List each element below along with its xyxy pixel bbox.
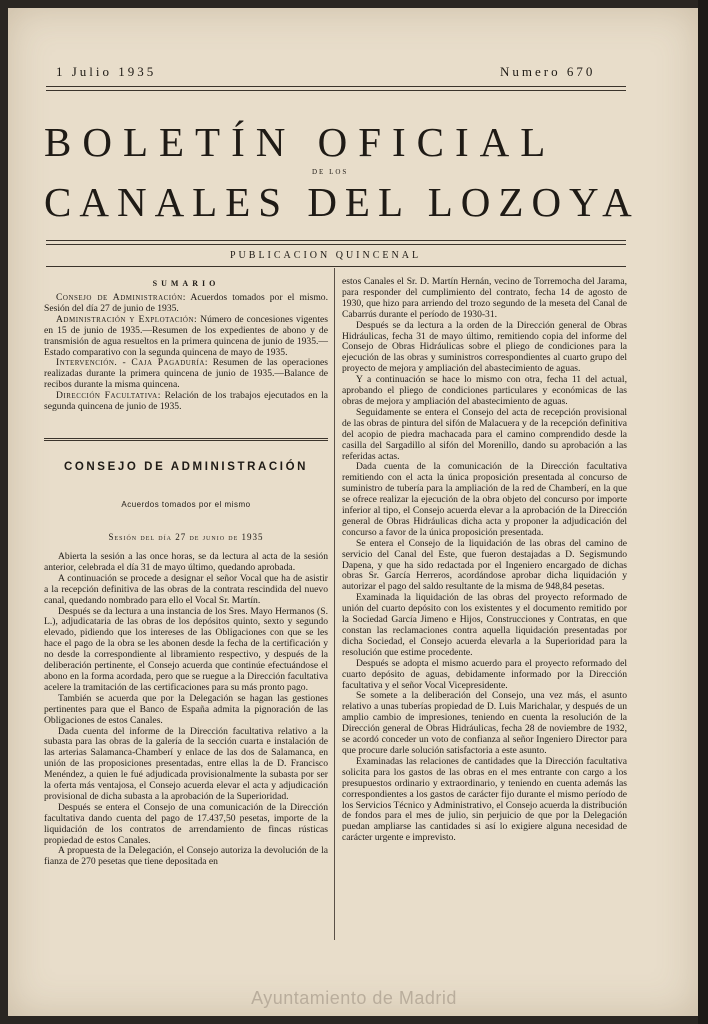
masthead-rule	[46, 240, 626, 241]
section-subheading: Acuerdos tomados por el mismo	[121, 500, 251, 509]
paragraph: A propuesta de la Delegación, el Consejo autoriza la devolución de la fianza de 270 pesetas que tiene depositada en	[44, 845, 328, 868]
paragraph: Examinada la liquidación de las obras del proyecto reformado de unión del cuarto depósito con los existentes y el documento remitido por la Sociedad García Jimeno e Hijos, Construcciones y Contratas, en que constan las reclamaciones contra aquella liquidación presentadas por dicha Sociedad, el Consejo acuerda elevarla a la Superioridad para la resolución que estime procedente.	[342, 592, 627, 658]
sumario-item	[44, 391, 328, 413]
sumario-item	[44, 293, 328, 315]
paragraph: Después se entera el Consejo de una comunicación de la Dirección facultativa dando cuenta del pago de 17.437,50 pesetas, importe de la liquidación de los contratos de arrendamiento de fincas rústicas propiedad de estos Canales.	[44, 801, 328, 846]
publication-frequency: PUBLICACION QUINCENAL	[230, 250, 422, 261]
sumario-item-label: Administración y Explotación:	[56, 313, 198, 325]
sumario-item-text: Resumen de las operaciones realizadas durante la primera quincena de junio de 1935.—Balance de recibos durante la misma quincena.	[44, 357, 328, 391]
paragraph: También se acuerda que por la Delegación se hagan las gestiones pertinentes para que el Banco de España admita la pignoración de las Obligaciones de estos Canales.	[44, 692, 328, 726]
section-double-rule	[44, 438, 328, 441]
paragraph: Dada cuenta de la comunicación de la Dirección facultativa remitiendo con el acta la única proposición presentada al concurso de suministro de tubería para la ampliación de la red de Chamberí, en la que se ofrece realizar la ejecución de la obra objeto del concurso por importe inferior al tipo, el Consejo acuerda elevar a la aprobación de la Dirección general de Obras Hidráulicas dicha acta y proponer la adjudicación del concurso a favor de la única proposición presentada.	[342, 461, 627, 538]
sumario-item-label: Consejo de Administración:	[56, 292, 186, 303]
masthead-connector: DE LOS	[312, 168, 349, 176]
right-column-body	[342, 277, 627, 844]
sumario-item-text: Relación de los trabajos ejecutados en la segunda quincena de junio de 1935.	[44, 390, 328, 413]
sumario-item	[44, 315, 328, 359]
sumario-item	[44, 358, 328, 391]
subtitle-rule	[46, 266, 626, 267]
left-column-body	[44, 552, 328, 868]
session-date: Sesión del día 27 de junio de 1935	[108, 532, 264, 542]
paragraph: Después se adopta el mismo acuerdo para el proyecto reformado del cuarto depósito de aguas, debidamente informado por la Dirección facultativa y el señor Vocal Vicepresidente.	[342, 657, 627, 691]
paragraph: A continuación se procede a designar el señor Vocal que ha de asistir a la recepción definitiva de las obras de la contrata rescindida del nuevo canal, quedando nombrado para ello el Vocal Sr. Martín.	[44, 572, 328, 606]
paragraph: Seguidamente se entera el Consejo del acta de recepción provisional de las obras de pintura del sifón de Malacuera y de la recepción definitiva del acopio de piedra machacada para el camino comprendido desde la casilla del Sargadillo al sifón del Morenillo, dando su aprobación a las referidas actas.	[342, 406, 627, 462]
paragraph: Se somete a la deliberación del Consejo, una vez más, el asunto relativo a unas tuberías propiedad de D. Luis Marichalar, y después de un amplio cambio de impresiones, teniendo en cuenta la resolución de la Dirección general de Obras Hidráulicas, fecha 28 de noviembre de 1932, se acordó conceder un voto de confianza al señor Ingeniero Director para que procure darle solución satisfactoria a este asunto.	[342, 690, 627, 756]
sumario-title: SUMARIO	[152, 279, 220, 288]
sumario-list	[44, 293, 328, 413]
scan-right-border	[698, 0, 708, 1024]
masthead-line-1: BOLETÍN OFICIAL	[44, 119, 557, 165]
masthead-rule-thin	[46, 244, 626, 245]
issue-date: 1 Julio 1935	[56, 64, 157, 79]
sumario-item-text: Acuerdos tomados por el mismo. Sesión del día 27 de junio de 1935.	[44, 292, 328, 314]
paragraph: Y a continuación se hace lo mismo con otra, fecha 11 del actual, aprobando el pliego de condiciones particulares y económicas de las obras de mejora y ampliación del abastecimiento de aguas.	[342, 374, 627, 407]
sumario-item-text: Número de concesiones vigentes en 15 de junio de 1935.—Resumen de los expedientes de abono y de transmisión de agua resueltos en la primera quincena de junio de 1935.—Estado comparativo con la segunda quincena de mayo de 1935.	[44, 313, 328, 358]
paragraph: Dada cuenta del informe de la Dirección facultativa relativo a la subasta para las obras de la galería de la sección cuarta e instalación de las arterias Salamanca-Chamberí y enlace de las dos de Salamanca, en unión de las proposiciones presentadas, entre ellas la de D. Francisco Menéndez, a quien le fué adjudicada provisionalmente la subasta por ser la oferta más ventajosa, el Consejo acuerda elevar el acta y adjudicación provisional de dicha subasta a la aprobación de la Superioridad.	[44, 725, 328, 802]
paragraph: Después se da lectura a una instancia de los Sres. Mayo Hermanos (S. L.), adjudicataria de las obras de los depósitos quinto, sexto y segundo elevado, pidiendo que los intereses de las Obligaciones con que se les hace el pago de la obra se les abonen desde la fecha de la certificación y no desde la correspondiente al libramiento respectivo, y después de la deliberación pertinente, el Consejo acuerda que continúe efectuándose el abono en la forma acordada, pero que se ruegue a la Dirección facultativa acelere la tramitación de las certificaciones para su más pronto pago.	[44, 605, 328, 693]
scan-top-border	[0, 0, 708, 8]
archive-watermark: Ayuntamiento de Madrid	[251, 988, 457, 1008]
paragraph: Se entera el Consejo de la liquidación de las obras del camino de servicio del Canal del Este, que fueron destajadas a D. Segismundo Dapena, y que ha sido redactada por el Ingeniero encargado de dichas obras Sr. García Herreros, acordándose aprobar dicha liquidación y autorizar el pago del saldo resultante de la misma de 948,84 pesetas.	[342, 537, 627, 593]
paragraph: Abierta la sesión a las once horas, se da lectura al acta de la sesión anterior, celebrada el día 31 de mayo último, quedando aprobada.	[44, 551, 328, 573]
paragraph: Después se da lectura a la orden de la Dirección general de Obras Hidráulicas, fecha 31 de mayo último, remitiendo copia del informe del Consejo de Obras Hidráulicas sobre el pliego de condiciones para la ejecución de las obras y suministros correspondientes al cuarto grupo del proyecto de mejora y ampliación del abastecimiento de aguas.	[342, 319, 627, 375]
masthead-line-2: CANALES DEL LOZOYA	[44, 179, 640, 225]
header-rule-top-thin	[46, 90, 626, 91]
issue-number: Numero 670	[500, 64, 596, 79]
paragraph: Examinadas las relaciones de cantidades que la Dirección facultativa solicita para los gastos de las obras en el mes entrante con cargo a los presupuestos ordinario y extraordinario, y teniendo en cuenta además las correspondientes a los gastos de carácter fijo durante el mismo período de los Servicios Técnico y Administrativo, el Consejo acuerda la distribución de fondos para el mes de julio, sin perjuicio de que por la Delegación puedan ampliarse las cantidades si así lo exigiere alguna necesidad de carácter urgente e imprevisto.	[342, 755, 627, 844]
sumario-item-label: Intervención. - Caja Pagaduría:	[56, 357, 209, 369]
section-heading: CONSEJO DE ADMINISTRACIÓN	[63, 461, 309, 473]
column-divider	[334, 268, 335, 940]
sumario-item-label: Dirección Facultativa:	[56, 390, 161, 402]
header-rule-top	[46, 86, 626, 87]
paragraph: estos Canales el Sr. D. Martín Hernán, vecino de Torremocha del Jarama, para responder del cumplimiento del contrato, fecha 14 de agosto de 1930, que hizo para arriendo del trozo segundo de la meseta del Canal de Cabarrús durante el período de 1930-31.	[342, 276, 627, 320]
